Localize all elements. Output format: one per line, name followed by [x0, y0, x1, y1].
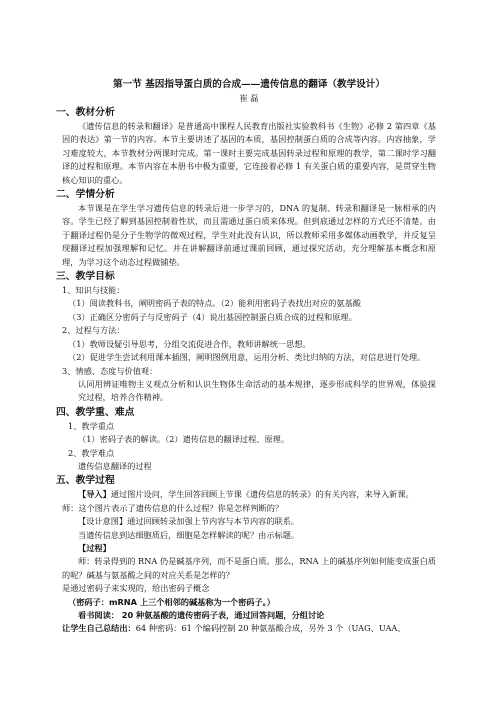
teacher-question-2: 师：转录得到的 RNA 仍是碱基序列，而不是蛋白质。那么，RNA 上的碱基序列如何能变成蛋白质的呢？碱基与氨基酸之间的对应关系是怎样的？ [62, 556, 436, 580]
goal-attitude-text: 认同用辨证唯物主义观点分析和认识生物体生命活动的基本规律，逐步形成科学的世界观，体验探究过程，培养合作精神。 [78, 378, 436, 403]
intro-label: 【导入】 [78, 489, 111, 500]
goal-process-item-2: （2）促进学生尝试利用课本插图，阐明图例用意，运用分析、类比归纳的方法，对信息进行处理。 [68, 352, 426, 363]
section-heading-textbook-analysis: 一、教材分析 [56, 107, 115, 118]
reading-task: 看书阅读： 20 种氨基酸的遗传密码子表，通过回答问题，分组讨论 [78, 610, 325, 620]
process-label: 【过程】 [78, 542, 111, 553]
key-point-text: （1）密码子表的解读。（2）遗传信息的翻译过程、原理。 [78, 434, 290, 445]
section-heading-key-points: 四、教学重、难点 [56, 406, 135, 418]
difficulty-text: 遗传信息翻译的过程 [78, 460, 152, 471]
codon-concept: （密码子：mRNA 上三个相邻的碱基称为一个密码子。） [68, 596, 275, 607]
goal-knowledge-item-2: （3）正确区分密码子与反密码子（4）说出基因控制蛋白质合成的过程和原理。 [68, 311, 357, 322]
paragraph-student-analysis: 本节课是在学生学习遗传信息的转录后进一步学习的，DNA 的复制、转录和翻译是一脉相承的内容。学生已经了解到基因控制着性状，而且需通过蛋白质来体现。但到底通过怎样的方式还不清楚。由于翻译过程仍是分子生物学的微观过程，学生对此没有认识，所以教师采用多媒体动画教学，并反复呈现翻译过程加强理解和记忆。并在讲解翻译前通过课前回顾，通过探究活动，充分理解基本概念和原理，为学习这个动态过程做铺垫。 [62, 203, 436, 267]
goal-attitude-label: 3、情感、态度与价值观： [62, 365, 158, 376]
codon-intro-line: 是通过密码子来实现的，给出密码子概念 [62, 583, 210, 594]
summary-text: 64 种密码：61 个编码控制 20 种氨基酸合成，另外 3 个（UAG、UAA、 [135, 623, 406, 634]
summary-line [62, 622, 436, 635]
section-heading-teaching-process: 五、教学过程 [56, 475, 115, 487]
intro-paragraph [62, 488, 436, 501]
teacher-question-1: 师：这个图片表示了遗传信息的什么过程？你是怎样判断的？ [62, 502, 284, 513]
goal-knowledge-label: 1、知识与技能： [62, 285, 125, 296]
intro-text: 通过图片设问，学生回答回顾上节课《遗传信息的转录》的有关内容，来导入新课。 [110, 489, 414, 500]
goal-knowledge-item-1: （1）阅读教科书，阐明密码子表的特点。（2）能利用密码子表找出对应的氨基酸 [68, 298, 361, 309]
difficulty-label: 2、教学难点 [68, 447, 115, 458]
summary-label: 让学生自己总结出： [62, 623, 136, 634]
paragraph-textbook-analysis: 《遗传信息的转录和翻译》是普通高中课程人民教育出版社实验教科书《生物》必修 2 第四章《基因的表达》第一节的内容。本节主要讲述了基因的本质，基因控制蛋白质的合成等内容。内容抽象，学习难度较大，本节教材分两课时完成。第一课时主要完成基因转录过程和原理的教学，第二课时学习翻译的过程和原理。本节内容在本册书中极为重要，它连接着必修 1 有关蛋白质的重要内容，是贯穿生物核心知识的重心。 [62, 121, 436, 185]
goal-process-item-1: （1）教师设疑引导思考，分组交流促进合作，教师讲解统一思想。 [68, 338, 311, 349]
design-intent-2: 当遗传信息到达细胞质后，细胞是怎样解读的呢？由示标题。 [78, 529, 300, 540]
document-title: 第一节 基因指导蛋白质的合成——遗传信息的翻译（教学设计） [113, 79, 385, 90]
goal-process-label: 2、过程与方法： [62, 325, 125, 336]
design-intent-1: 【设计意图】通过回顾转录加强上节内容与本节内容的联系。 [78, 516, 300, 527]
section-heading-student-analysis: 二、学情分析 [56, 189, 115, 201]
section-heading-teaching-goals: 三、教学目标 [56, 271, 115, 283]
author-name: 崔 磊 [239, 93, 259, 103]
key-point-label: 1、教学重点 [68, 420, 115, 431]
